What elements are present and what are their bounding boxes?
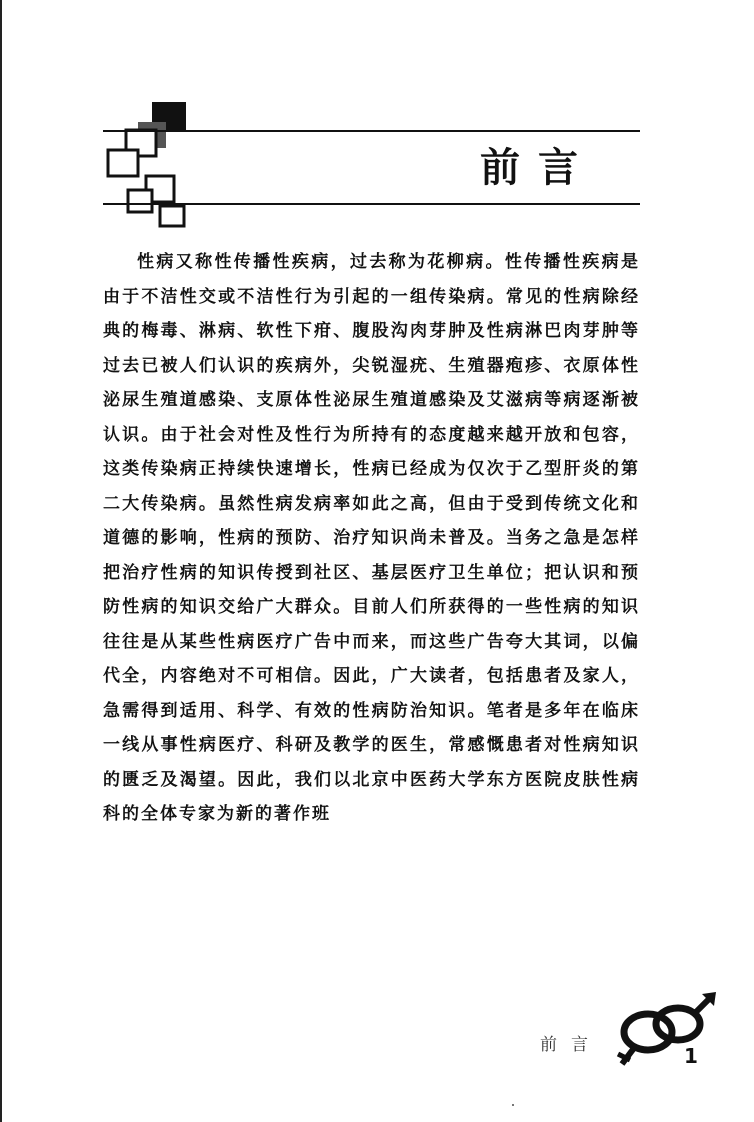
page-number: 1 (684, 1044, 698, 1068)
body-paragraph: 性病又称性传播性疾病，过去称为花柳病。性传播性疾病是由于不洁性交或不洁性行为引起的一组传染病。常见的性病除经典的梅毒、淋病、软性下疳、腹股沟肉芽肿及性病淋巴肉芽肿等过去已被人们认识的疾病外，尖锐湿疣、生殖器疱疹、衣原体性泌尿生殖道感染、支原体性泌尿生殖道感染及艾滋病等病逐渐被认识。由于社会对性及性行为所持有的态度越来越开放和包容，这类传染病正持续快速增长，性病已经成为仅次于乙型肝炎的第二大传染病。虽然性病发病率如此之高，但由于受到传统文化和道德的影响，性病的预防、治疗知识尚未普及。当务之急是怎样把治疗性病的知识传授到社区、基层医疗卫生单位；把认识和预防性病的知识交给广大群众。目前人们所获得的一些性病的知识往往是从某些性病医疗广告中而来，而这些广告夸大其词，以偏代全，内容绝对不可相信。因此，广大读者，包括患者及家人，急需得到适用、科学、有效的性病防治知识。笔者是多年在临床一线从事性病医疗、科研及教学的医生，常感慨患者对性病知识的匮乏及渴望。因此，我们以北京中医药大学东方医院皮肤性病科的全体专家为新的著作班 (103, 252, 640, 824)
header-rule-top (103, 130, 640, 132)
scan-speck (512, 1104, 514, 1106)
footer-section-label: 前言 (540, 1035, 602, 1055)
male-female-symbol-icon (612, 990, 722, 1068)
body-text (103, 245, 640, 832)
header-rule-bottom (103, 203, 640, 205)
header-squares-ornament (100, 98, 196, 228)
page-left-edge (0, 0, 2, 1122)
chapter-title: 前言 (480, 145, 596, 191)
